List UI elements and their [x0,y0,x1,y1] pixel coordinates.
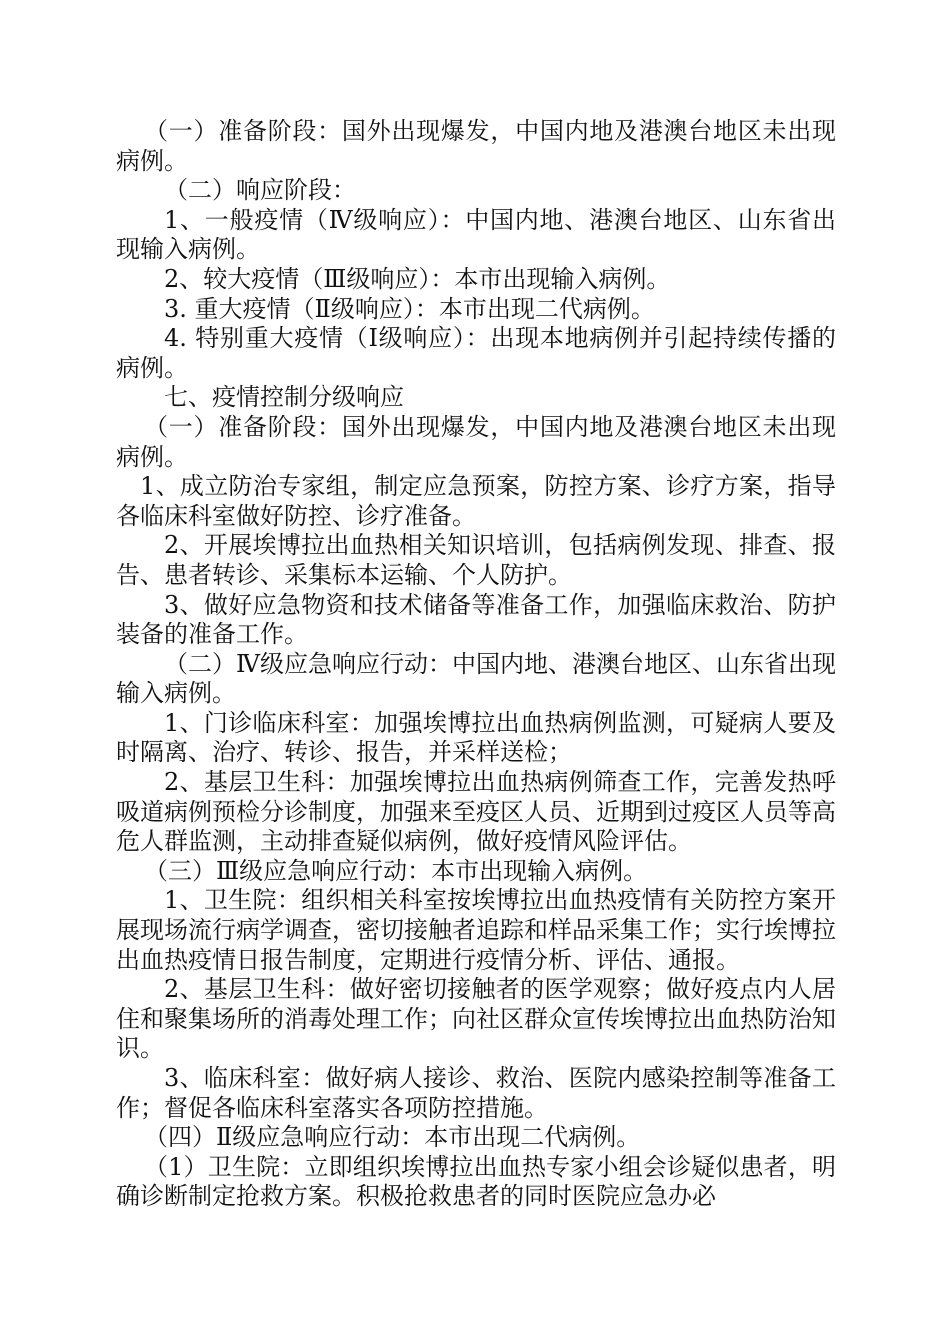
paragraph-prep-stage-2: （一）准备阶段：国外出现爆发，中国内地及港澳台地区未出现病例。 [116,412,836,471]
paragraph-prep-item-2: 2、开展埃博拉出血热相关知识培训，包括病例发现、排查、报告、患者转诊、采集标本运输、个人防护。 [116,531,836,589]
paragraph-action-level-4: （二）Ⅳ级应急响应行动：中国内地、港澳台地区、山东省出现输入病例。 [116,649,836,708]
paragraph-action-4-item-1: 1、门诊临床科室：加强埃博拉出血热病例监测，可疑病人要及时隔离、治疗、转诊、报告，并采样送检； [116,708,836,767]
paragraph-action-3-item-2: 2、基层卫生科：做好密切接触者的医学观察；做好疫点内人居住和聚集场所的消毒处理工作；向社区群众宣传埃博拉出血热防治知识。 [116,975,836,1063]
paragraph-prep-item-3: 3、做好应急物资和技术储备等准备工作，加强临床救治、防护装备的准备工作。 [116,590,836,649]
paragraph-level-2: 3. 重大疫情（Ⅱ级响应）：本市出现二代病例。 [164,294,655,323]
paragraph-action-3-item-3: 3、临床科室：做好病人接诊、救治、医院内感染控制等准备工作；督促各临床科室落实各项防控措施。 [116,1064,836,1122]
paragraph-prep-stage: （一）准备阶段：国外出现爆发，中国内地及港澳台地区未出现病例。 [116,117,836,175]
paragraph-action-3-item-1: 1、卫生院：组织相关科室按埃博拉出血热疫情有关防控方案开展现场流行病学调查，密切接触者追踪和样品采集工作；实行埃博拉出血热疫情日报告制度，定期进行疫情分析、评估、通报。 [116,886,836,974]
paragraph-action-level-2: （四）Ⅱ级应急响应行动：本市出现二代病例。 [144,1123,641,1152]
paragraph-action-level-3: （三）Ⅲ级应急响应行动：本市出现输入病例。 [144,856,648,885]
paragraph-level-4: 1、一般疫情（Ⅳ级响应）：中国内地、港澳台地区、山东省出现输入病例。 [116,205,836,264]
paragraph-prep-item-1: 1、成立防治专家组，制定应急预案，防控方案、诊疗方案，指导各临床科室做好防控、诊疗准备。 [116,472,836,530]
document-body [116,117,836,1212]
paragraph-level-3: 2、较大疫情（Ⅲ级响应）：本市出现输入病例。 [164,264,671,293]
paragraph-action-2-item-1: （1）卫生院：立即组织埃博拉出血热专家小组会诊疑似患者，明确诊断制定抢救方案。积极抢救患者的同时医院应急办必 [116,1152,836,1211]
section-heading-7: 七、疫情控制分级响应 [164,383,404,412]
paragraph-level-1: 4. 特别重大疫情（Ⅰ级响应）：出现本地病例并引起持续传播的病例。 [116,324,836,382]
paragraph-response-stage: （二）响应阶段： [164,176,356,205]
paragraph-action-4-item-2: 2、基层卫生科：加强埃博拉出血热病例筛查工作，完善发热呼吸道病例预检分诊制度，加强来至疫区人员、近期到过疫区人员等高危人群监测，主动排查疑似病例，做好疫情风险评估。 [116,768,836,856]
